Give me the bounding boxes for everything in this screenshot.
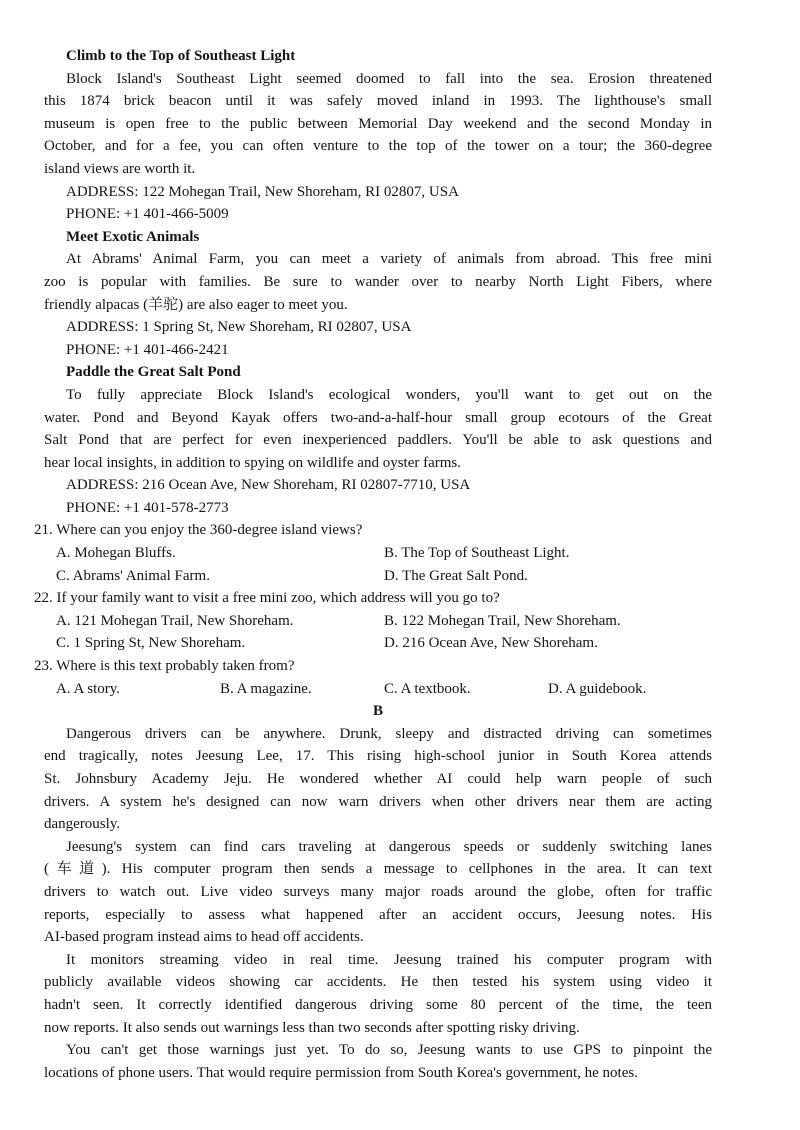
paragraph-line: October, and for a fee, you can often venture to the top of the tower on a tour; the 360-degree bbox=[44, 138, 712, 155]
paragraph-line: water. Pond and Beyond Kayak offers two-and-a-half-hour small group ecotours of the Great bbox=[44, 409, 712, 426]
option-row bbox=[34, 632, 712, 655]
paragraph-line: dangerously. bbox=[44, 816, 121, 833]
answer-option[interactable]: B. 122 Mohegan Trail, New Shoreham. bbox=[384, 612, 621, 629]
paragraph-line: Salt Pond that are perfect for even inexperienced paddlers. You'll be able to ask questions and bbox=[44, 432, 712, 449]
paragraph-line: museum is open free to the public between Memorial Day weekend and the second Monday in bbox=[44, 115, 712, 132]
section-heading: Meet Exotic Animals bbox=[66, 228, 200, 245]
paragraph-line: AI-based program instead aims to head off accidents. bbox=[44, 929, 364, 946]
question-stem: 22. If your family want to visit a free mini zoo, which address will you go to? bbox=[34, 590, 500, 607]
paragraph-line: end tragically, notes Jeesung Lee, 17. This rising high-school junior in South Korea attends bbox=[44, 748, 712, 765]
contact-info: PHONE: +1 401-466-5009 bbox=[66, 206, 229, 223]
answer-option[interactable]: A. 121 Mohegan Trail, New Shoreham. bbox=[56, 612, 294, 629]
paragraph bbox=[44, 1039, 712, 1084]
paragraph bbox=[44, 836, 712, 949]
answer-option[interactable]: A. A story. bbox=[56, 680, 121, 697]
paragraph-line: zoo is popular with families. Be sure to wander over to nearby North Light Fibers, where bbox=[44, 273, 712, 290]
contact-info: ADDRESS: 1 Spring St, New Shoreham, RI 02807, USA bbox=[66, 319, 412, 336]
question-stem: 21. Where can you enjoy the 360-degree island views? bbox=[34, 522, 363, 539]
answer-option[interactable]: D. 216 Ocean Ave, New Shoreham. bbox=[384, 635, 598, 652]
paragraph-line: It monitors streaming video in real time. Jeesung trained his computer program with bbox=[66, 951, 712, 968]
answer-option[interactable]: C. 1 Spring St, New Shoreham. bbox=[56, 635, 246, 652]
answer-option[interactable]: C. A textbook. bbox=[384, 680, 471, 697]
paragraph bbox=[44, 248, 712, 316]
paragraph-line: (车道). His computer program then sends a message to cellphones in the area. It can text bbox=[44, 861, 712, 878]
paragraph-line: Jeesung's system can find cars traveling at dangerous speeds or suddenly switching lanes bbox=[66, 838, 712, 855]
paragraph-line: friendly alpacas (羊驼) are also eager to meet you. bbox=[44, 296, 348, 313]
paragraph-line: Block Island's Southeast Light seemed doomed to fall into the sea. Erosion threatened bbox=[66, 70, 712, 87]
paragraph-line: reports, especially to assess what happened after an accident occurs, Jeesung notes. His bbox=[44, 906, 712, 923]
section-heading: Climb to the Top of Southeast Light bbox=[66, 48, 296, 64]
option-row bbox=[34, 678, 712, 701]
contact-info: ADDRESS: 122 Mohegan Trail, New Shoreham, RI 02807, USA bbox=[66, 183, 459, 200]
paragraph-line: Dangerous drivers can be anywhere. Drunk, sleepy and distracted driving can sometimes bbox=[66, 725, 712, 742]
paragraph bbox=[44, 68, 712, 181]
answer-option[interactable]: C. Abrams' Animal Farm. bbox=[56, 567, 210, 584]
paragraph-line: island views are worth it. bbox=[44, 160, 196, 177]
option-row bbox=[34, 610, 712, 633]
contact-info: PHONE: +1 401-578-2773 bbox=[66, 499, 229, 516]
answer-option[interactable]: A. Mohegan Bluffs. bbox=[56, 545, 176, 562]
reading-passage-b bbox=[44, 723, 712, 1085]
answer-option[interactable]: D. A guidebook. bbox=[548, 680, 647, 697]
paragraph-line: You can't get those warnings just yet. To do so, Jeesung wants to use GPS to pinpoint the bbox=[66, 1042, 712, 1059]
paragraph bbox=[44, 384, 712, 474]
contact-info: ADDRESS: 216 Ocean Ave, New Shoreham, RI 02807-7710, USA bbox=[66, 477, 471, 494]
page-content bbox=[34, 45, 712, 1084]
paragraph-line: To fully appreciate Block Island's ecological wonders, you'll want to get out on the bbox=[66, 386, 712, 403]
paragraph bbox=[44, 723, 712, 836]
reading-passage-a bbox=[44, 45, 712, 519]
option-row bbox=[34, 542, 712, 565]
paragraph-line: now reports. It also sends out warnings less than two seconds after spotting risky driving. bbox=[44, 1019, 580, 1036]
section-b-title: B bbox=[372, 703, 383, 720]
paragraph-line: locations of phone users. That would require permission from South Korea's government, he notes. bbox=[44, 1064, 638, 1081]
section-heading: Paddle the Great Salt Pond bbox=[66, 364, 241, 381]
contact-info: PHONE: +1 401-466-2421 bbox=[66, 341, 229, 358]
paragraph-line: publicly available videos showing car accidents. He then tested his system using video it bbox=[44, 974, 712, 991]
answer-option[interactable]: B. The Top of Southeast Light. bbox=[384, 545, 570, 562]
paragraph-line: drivers. A system he's designed can now warn drivers when other drivers near them are acting bbox=[44, 793, 712, 810]
question-list bbox=[34, 519, 712, 700]
paragraph-line: At Abrams' Animal Farm, you can meet a variety of animals from abroad. This free mini bbox=[66, 251, 712, 268]
answer-option[interactable]: B. A magazine. bbox=[220, 680, 312, 697]
question-stem: 23. Where is this text probably taken from? bbox=[34, 658, 295, 675]
paragraph-line: hadn't seen. It correctly identified dangerous driving some 80 percent of the time, the teen bbox=[44, 996, 712, 1013]
paragraph-line: hear local insights, in addition to spying on wildlife and oyster farms. bbox=[44, 454, 462, 471]
answer-option[interactable]: D. The Great Salt Pond. bbox=[384, 567, 528, 584]
paragraph-line: drivers to watch out. Live video surveys many major roads around the globe, often for traffic bbox=[44, 883, 712, 900]
paragraph-line: this 1874 brick beacon until it was safely moved inland in 1993. The lighthouse's small bbox=[44, 93, 712, 110]
option-row bbox=[34, 565, 712, 588]
paragraph bbox=[44, 949, 712, 1039]
paragraph-line: St. Johnsbury Academy Jeju. He wondered whether AI could help warn people of such bbox=[44, 771, 712, 787]
